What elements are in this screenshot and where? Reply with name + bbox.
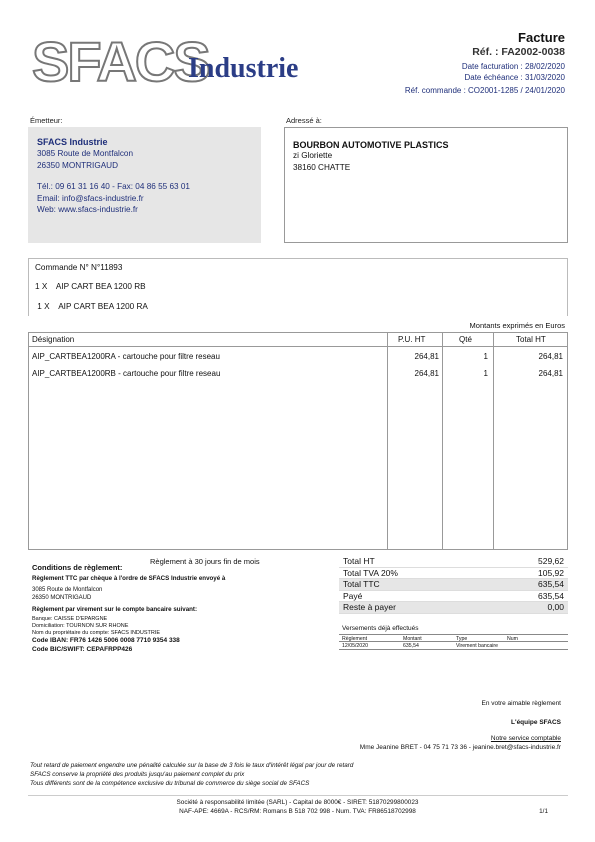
table-header bbox=[29, 333, 567, 347]
row-total: 264,81 bbox=[538, 369, 563, 378]
order-line: 1 X AIP CART BEA 1200 RA bbox=[35, 302, 148, 311]
signature-team: L'équipe SFACS bbox=[511, 719, 561, 726]
header-unit-price: P.U. HT bbox=[398, 335, 426, 344]
accounting-service: Notre service comptable bbox=[490, 735, 561, 742]
bank-name: Banque: CAISSE D'EPARGNE bbox=[32, 616, 108, 622]
payment-type: Virement bancaire bbox=[456, 643, 499, 649]
cheque-address2: 26350 MONTRIGAUD bbox=[32, 595, 92, 601]
payment-date: 12/05/2020 bbox=[342, 643, 368, 649]
total-row bbox=[339, 591, 568, 603]
payments-table bbox=[339, 634, 568, 650]
emitter-email: Email: info@sfacs-industrie.fr bbox=[37, 193, 144, 203]
total-value: 635,54 bbox=[538, 579, 564, 589]
emitter-name: SFACS Industrie bbox=[37, 137, 108, 147]
invoice-date: Date facturation : 28/02/2020 bbox=[461, 62, 565, 71]
footer-registration: NAF-APE: 4669A - RCS/RM: Romans B 518 702 998 - Num. TVA: FR86518702998 bbox=[179, 808, 416, 815]
emitter-address2: 26350 MONTRIGAUD bbox=[37, 160, 118, 170]
footer-divider bbox=[28, 795, 568, 796]
legal-line: Tout retard de paiement engendre une pénalité calculée sur la base de 3 fois le taux d'intérêt légal par jour de retard bbox=[30, 762, 354, 769]
invoice-ref: Réf. : FA2002-0038 bbox=[472, 46, 565, 58]
order-line: 1 X AIP CART BEA 1200 RB bbox=[35, 282, 146, 291]
order-number: Commande N° N°11893 bbox=[35, 263, 123, 272]
table-row bbox=[29, 352, 567, 366]
cheque-title: Règlement TTC par chèque à l'ordre de SFACS Industrie envoyé à bbox=[32, 575, 226, 582]
payments-header-date: Règlement bbox=[342, 636, 368, 642]
invoice-title: Facture bbox=[518, 30, 565, 45]
row-unit-price: 264,81 bbox=[414, 352, 439, 361]
total-label: Total TTC bbox=[343, 579, 380, 589]
total-row bbox=[339, 602, 568, 614]
recipient-name: BOURBON AUTOMOTIVE PLASTICS bbox=[293, 140, 449, 150]
logo-wordmark: SFACS bbox=[32, 30, 209, 93]
order-box bbox=[28, 258, 568, 316]
conditions-label: Conditions de règlement: bbox=[32, 563, 123, 572]
legal-notice bbox=[30, 761, 353, 788]
total-row bbox=[339, 579, 568, 591]
payments-header-type: Type bbox=[456, 636, 468, 642]
accounting-contact: Mme Jeanine BRET - 04 75 71 73 36 - jeanine.bret@sfacs-industrie.fr bbox=[359, 744, 561, 751]
order-ref: Réf. commande : CO2001-1285 / 24/01/2020 bbox=[404, 86, 565, 95]
row-quantity: 1 bbox=[483, 369, 488, 378]
payments-title: Versements déjà effectués bbox=[342, 625, 419, 632]
payments-header-amount: Montant bbox=[403, 636, 422, 642]
recipient-address2: 38160 CHATTE bbox=[293, 162, 351, 172]
row-quantity: 1 bbox=[483, 352, 488, 361]
recipient-label: Adressé à: bbox=[286, 116, 322, 125]
logo-subtitle: Industrie bbox=[188, 53, 299, 84]
total-label: Payé bbox=[343, 590, 363, 601]
payment-conditions bbox=[32, 557, 332, 654]
emitter-address1: 3085 Route de Montfalcon bbox=[37, 149, 134, 158]
total-value: 635,54 bbox=[538, 590, 564, 601]
bic: Code BIC/SWIFT: CEPAFRPP426 bbox=[32, 645, 133, 653]
total-label: Total HT bbox=[343, 556, 375, 566]
items-table bbox=[28, 332, 568, 550]
total-value: 0,00 bbox=[547, 602, 564, 612]
due-date: Date échéance : 31/03/2020 bbox=[464, 72, 565, 82]
header-quantity: Qté bbox=[459, 335, 472, 344]
payments-header bbox=[339, 634, 568, 642]
company-logo bbox=[32, 30, 322, 93]
table-row bbox=[29, 369, 567, 383]
total-label: Reste à payer bbox=[343, 602, 396, 612]
iban: Code IBAN: FR76 1426 5006 0008 7710 9354 338 bbox=[32, 637, 180, 644]
total-value: 529,62 bbox=[538, 556, 564, 566]
payment-amount: 635,54 bbox=[403, 643, 419, 649]
bank-domiciliation: Domiciliation: TOURNON SUR RHONE bbox=[32, 623, 129, 629]
total-label: Total TVA 20% bbox=[343, 567, 398, 578]
emitter-phone: Tél.: 09 61 31 16 40 - Fax: 04 86 55 63 01 bbox=[37, 182, 190, 191]
account-owner: Nom du propriétaire du compte: SFACS INDUSTRIE bbox=[32, 630, 161, 636]
legal-line: Tous différents sont de la compétence exclusive du tribunal de commerce du siège social de SFACS bbox=[30, 780, 310, 787]
cheque-address1: 3085 Route de Montfalcon bbox=[32, 587, 103, 593]
legal-line: SFACS conserve la propriété des produits jusqu'au paiement complet du prix bbox=[30, 771, 245, 778]
recipient-box bbox=[284, 127, 568, 243]
totals-box bbox=[339, 556, 568, 614]
emitter-label: Émetteur: bbox=[30, 116, 63, 125]
total-row bbox=[339, 556, 568, 568]
conditions-value: Règlement à 30 jours fin de mois bbox=[150, 557, 260, 566]
payments-header-num: Num bbox=[507, 636, 518, 642]
total-value: 105,92 bbox=[538, 567, 564, 578]
currency-note: Montants exprimés en Euros bbox=[469, 321, 565, 330]
invoice-header bbox=[405, 30, 565, 97]
total-row bbox=[339, 568, 568, 580]
page-number: 1/1 bbox=[539, 808, 548, 815]
recipient-address1: zi Gloriette bbox=[293, 151, 333, 160]
row-unit-price: 264,81 bbox=[414, 369, 439, 378]
emitter-box bbox=[28, 127, 261, 243]
header-total: Total HT bbox=[516, 335, 546, 344]
row-designation: AIP_CARTBEA1200RB - cartouche pour filtre reseau bbox=[32, 369, 221, 378]
footer-company-info: Société à responsabilité limitée (SARL) - Capital de 8000€ - SIRET: 51870299800023 bbox=[176, 799, 419, 806]
row-designation: AIP_CARTBEA1200RA - cartouche pour filtre reseau bbox=[32, 352, 220, 361]
transfer-title: Règlement par virement sur le compte bancaire suivant: bbox=[32, 606, 198, 613]
header-designation: Désignation bbox=[32, 335, 75, 344]
row-total: 264,81 bbox=[538, 352, 563, 361]
payment-row bbox=[339, 642, 568, 650]
emitter-web: Web: www.sfacs-industrie.fr bbox=[37, 205, 138, 214]
closing-text: En votre aimable règlement bbox=[481, 700, 561, 707]
